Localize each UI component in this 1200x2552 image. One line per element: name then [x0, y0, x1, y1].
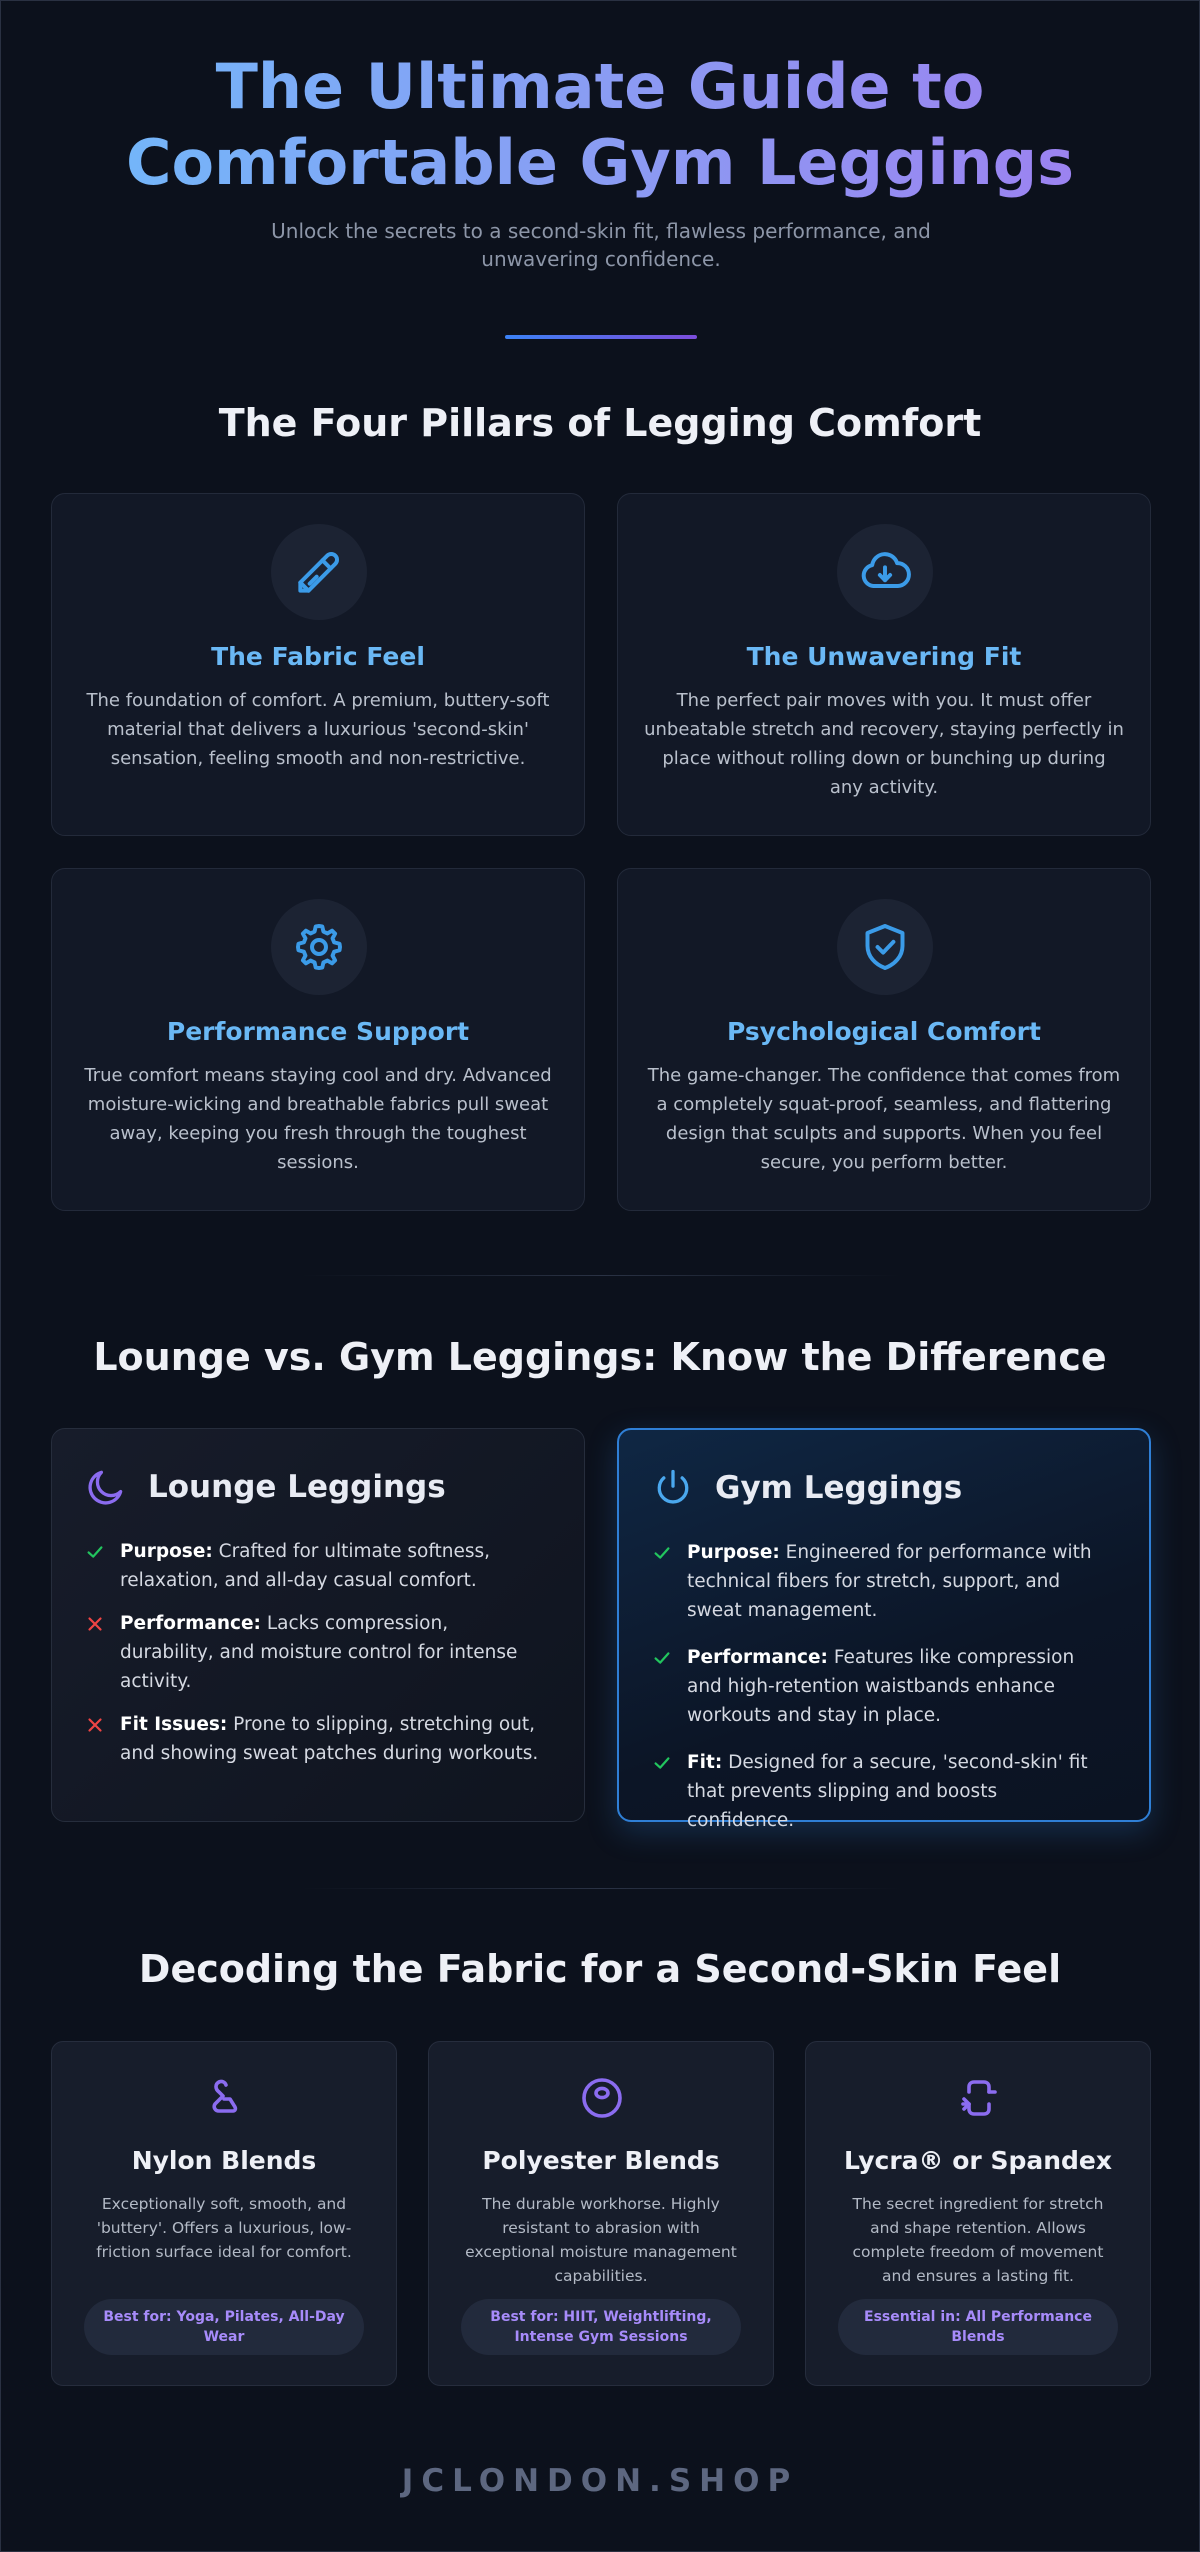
pillar-title: Performance Support — [166, 1017, 470, 1046]
compare-section-title: Lounge vs. Gym Leggings: Know the Difference — [93, 1335, 1107, 1379]
gym-points-list — [651, 1538, 1109, 1849]
best-for-badge: Best for: HIIT, Weightlifting, Intense Gym Sessions — [461, 2299, 741, 2355]
pillar-card-performance-support — [51, 868, 585, 1211]
power-icon — [651, 1466, 695, 1510]
lounge-points-list — [84, 1537, 544, 1782]
check-icon — [651, 1752, 673, 1774]
best-for-badge: Best for: Yoga, Pilates, All-Day Wear — [84, 2299, 364, 2355]
pillar-text: The foundation of comfort. A premium, buttery-soft material that delivers a luxurious 'second-skin' sensation, feeling smooth and non-restrictive. — [86, 690, 550, 769]
point-label: Purpose: — [120, 1541, 213, 1562]
pillar-title: The Unwavering Fit — [746, 642, 1022, 671]
moon-icon — [84, 1465, 128, 1509]
point-text: Lacks compression, durability, and moisture control for intense activity. — [120, 1613, 518, 1692]
cross-icon — [84, 1714, 106, 1736]
point-label: Fit: — [687, 1752, 723, 1773]
list-item — [651, 1748, 1109, 1835]
pillar-title: The Fabric Feel — [211, 642, 425, 671]
pillar-text: The perfect pair moves with you. It must offer unbeatable stretch and recovery, staying perfectly in place without rolling down or bunching up during any activity. — [644, 690, 1124, 798]
point-label: Fit Issues: — [120, 1714, 228, 1735]
cross-icon — [84, 1613, 106, 1635]
hand-icon — [201, 2074, 249, 2122]
fabric-section-title: Decoding the Fabric for a Second-Skin Feel — [138, 1947, 1062, 1991]
pencil-icon — [271, 524, 367, 620]
page-subtitle: Unlock the secrets to a second-skin fit, flawless performance, and unwavering confidence. — [271, 219, 931, 271]
gym-card-header — [651, 1466, 962, 1510]
list-item — [84, 1609, 544, 1696]
pillar-title: Psychological Comfort — [727, 1017, 1041, 1046]
pillar-text: The game-changer. The confidence that comes from a completely squat-proof, seamless, and flattering design that sculpts and supports. When you feel secure, you perform better. — [647, 1065, 1121, 1173]
page-title — [1, 49, 1199, 201]
list-item — [84, 1710, 544, 1768]
fabric-title: Lycra® or Spandex — [843, 2146, 1112, 2175]
pillar-card-fabric-feel — [51, 493, 585, 836]
pillar-card-unwavering-fit — [617, 493, 1151, 836]
footer-brand: JCLONDON.SHOP — [401, 2463, 799, 2499]
list-item — [651, 1643, 1109, 1730]
page-title-line-1: The Ultimate Guide to — [215, 50, 985, 123]
fabric-title: Polyester Blends — [482, 2146, 720, 2175]
section-divider — [301, 1275, 901, 1276]
point-text: Engineered for performance with technical fibers for stretch, support, and sweat management. — [687, 1542, 1092, 1621]
fabric-text: The durable workhorse. Highly resistant to abrasion with exceptional moisture management capabilities. — [465, 2195, 737, 2285]
fabric-card-lycra — [805, 2041, 1151, 2386]
gear-icon — [271, 899, 367, 995]
point-text: Features like compression and high-retention waistbands enhance workouts and stay in place. — [687, 1647, 1075, 1726]
gym-leggings-card — [617, 1428, 1151, 1831]
pillar-text: True comfort means staying cool and dry. Advanced moisture-wicking and breathable fabrics pull sweat away, keeping you fresh through the toughest sessions. — [84, 1065, 552, 1173]
point-label: Performance: — [120, 1613, 261, 1634]
pillars-section-title: The Four Pillars of Legging Comfort — [218, 401, 982, 445]
ring-icon — [578, 2074, 626, 2122]
fabric-text: The secret ingredient for stretch and shape retention. Allows complete freedom of movement and ensures a lasting fit. — [852, 2195, 1104, 2285]
fabric-title: Nylon Blends — [131, 2146, 317, 2175]
fabric-card-polyester — [428, 2041, 774, 2386]
point-text: Prone to slipping, stretching out, and showing sweat patches during workouts. — [120, 1714, 539, 1764]
check-icon — [651, 1647, 673, 1669]
point-text: Designed for a secure, 'second-skin' fit that prevents slipping and boosts confidence. — [687, 1752, 1088, 1831]
list-item — [84, 1537, 544, 1595]
cloud-download-icon — [837, 524, 933, 620]
shield-check-icon — [837, 899, 933, 995]
fabric-text: Exceptionally soft, smooth, and 'buttery'. Offers a luxurious, low-friction surface ideal for comfort. — [96, 2195, 352, 2261]
stretch-icon — [955, 2074, 1003, 2122]
lounge-card-header — [84, 1465, 446, 1509]
point-text: Crafted for ultimate softness, relaxation, and all-day casual comfort. — [120, 1541, 491, 1591]
lounge-leggings-card — [51, 1428, 585, 1822]
header-divider — [505, 335, 697, 339]
section-divider — [301, 1888, 901, 1889]
point-label: Performance: — [687, 1647, 828, 1668]
pillar-card-psychological-comfort — [617, 868, 1151, 1211]
lounge-card-title: Lounge Leggings — [148, 1469, 446, 1505]
gym-card-title: Gym Leggings — [715, 1470, 963, 1506]
page-title-line-2: Comfortable Gym Leggings — [125, 126, 1075, 199]
point-label: Purpose: — [687, 1542, 780, 1563]
check-icon — [84, 1541, 106, 1563]
check-icon — [651, 1542, 673, 1564]
best-for-badge: Essential in: All Performance Blends — [838, 2299, 1118, 2355]
list-item — [651, 1538, 1109, 1625]
fabric-card-nylon — [51, 2041, 397, 2386]
